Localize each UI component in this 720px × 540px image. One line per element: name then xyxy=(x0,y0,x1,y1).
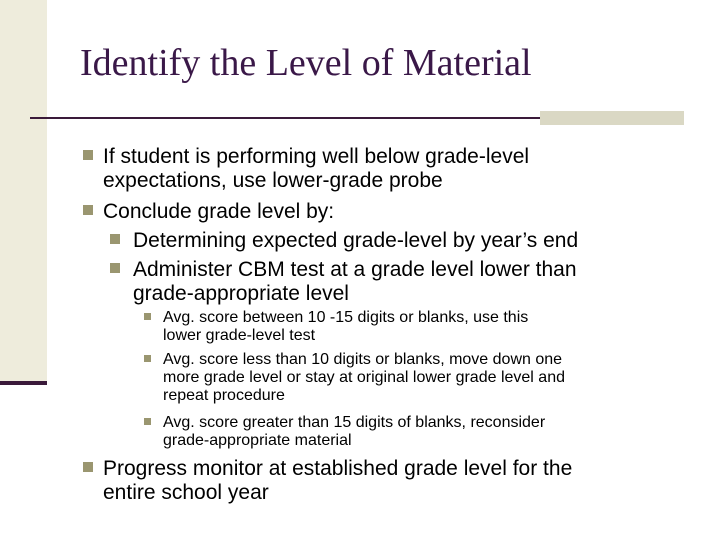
bullet-text: If student is performing well below grade-level xyxy=(103,145,530,168)
bullet-text: Avg. score between 10 -15 digits or blanks, use this xyxy=(163,309,529,326)
bullet-text: grade-appropriate material xyxy=(163,432,352,449)
bullet-text: grade-appropriate level xyxy=(133,282,349,305)
bullet-marker xyxy=(83,462,93,472)
title-underline-accent xyxy=(540,111,684,125)
side-accent-line xyxy=(0,381,47,385)
bullet-text: Determining expected grade-level by year’s end xyxy=(133,229,579,252)
bullet-text: entire school year xyxy=(103,481,269,504)
bullet-text: Avg. score greater than 15 digits of blanks, reconsider xyxy=(163,414,546,431)
bullet-text: more grade level or stay at original lower grade level and xyxy=(163,369,565,386)
bullet-text: lower grade-level test xyxy=(163,327,316,344)
side-accent-band xyxy=(0,0,47,385)
bullet-text: expectations, use lower-grade probe xyxy=(103,169,443,192)
bullet-text: Avg. score less than 10 digits or blanks, move down one xyxy=(163,351,563,368)
bullet-text: Progress monitor at established grade level for the xyxy=(103,457,573,480)
bullet-marker xyxy=(144,418,151,425)
bullet-marker xyxy=(110,234,120,244)
bullet-text: Conclude grade level by: xyxy=(103,200,335,223)
bullet-marker xyxy=(144,355,151,362)
bullet-marker xyxy=(83,205,93,215)
bullet-text: Administer CBM test at a grade level lower than xyxy=(133,258,577,281)
bullet-text: repeat procedure xyxy=(163,387,285,404)
bullet-marker xyxy=(110,263,120,273)
bullet-marker xyxy=(83,150,93,160)
bullet-marker xyxy=(144,313,151,320)
title-underline xyxy=(30,117,540,119)
slide-title: Identify the Level of Material xyxy=(80,42,532,84)
